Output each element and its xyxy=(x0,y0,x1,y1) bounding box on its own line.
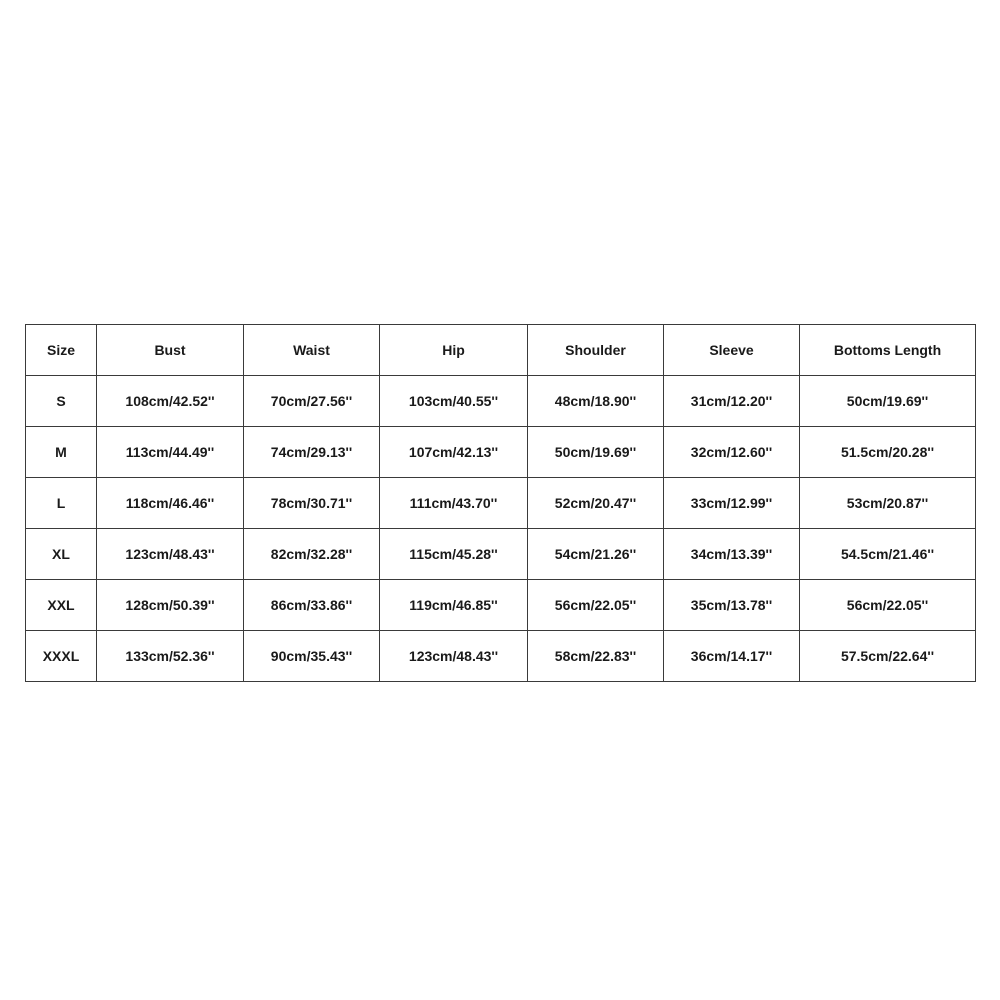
size-cell: M xyxy=(26,427,97,478)
header-cell-sleeve: Sleeve xyxy=(664,325,800,376)
size-cell: XXXL xyxy=(26,631,97,682)
sleeve-cell: 36cm/14.17'' xyxy=(664,631,800,682)
table-row xyxy=(26,529,976,580)
size-cell: XL xyxy=(26,529,97,580)
bottoms-length-cell: 51.5cm/20.28'' xyxy=(800,427,976,478)
shoulder-cell: 48cm/18.90'' xyxy=(528,376,664,427)
sleeve-cell: 32cm/12.60'' xyxy=(664,427,800,478)
hip-cell: 115cm/45.28'' xyxy=(380,529,528,580)
header-cell-shoulder: Shoulder xyxy=(528,325,664,376)
hip-cell: 103cm/40.55'' xyxy=(380,376,528,427)
table-row xyxy=(26,478,976,529)
table-row xyxy=(26,580,976,631)
bust-cell: 108cm/42.52'' xyxy=(97,376,244,427)
header-cell-bottoms-length: Bottoms Length xyxy=(800,325,976,376)
header-cell-waist: Waist xyxy=(244,325,380,376)
sleeve-cell: 35cm/13.78'' xyxy=(664,580,800,631)
bottoms-length-cell: 50cm/19.69'' xyxy=(800,376,976,427)
waist-cell: 82cm/32.28'' xyxy=(244,529,380,580)
header-row xyxy=(26,325,976,376)
shoulder-cell: 50cm/19.69'' xyxy=(528,427,664,478)
shoulder-cell: 58cm/22.83'' xyxy=(528,631,664,682)
size-cell: XXL xyxy=(26,580,97,631)
hip-cell: 123cm/48.43'' xyxy=(380,631,528,682)
bust-cell: 118cm/46.46'' xyxy=(97,478,244,529)
bust-cell: 133cm/52.36'' xyxy=(97,631,244,682)
table-row xyxy=(26,376,976,427)
sleeve-cell: 34cm/13.39'' xyxy=(664,529,800,580)
sleeve-cell: 31cm/12.20'' xyxy=(664,376,800,427)
bust-cell: 123cm/48.43'' xyxy=(97,529,244,580)
bottoms-length-cell: 53cm/20.87'' xyxy=(800,478,976,529)
header-cell-hip: Hip xyxy=(380,325,528,376)
hip-cell: 111cm/43.70'' xyxy=(380,478,528,529)
size-chart-table xyxy=(25,324,976,682)
bust-cell: 128cm/50.39'' xyxy=(97,580,244,631)
waist-cell: 78cm/30.71'' xyxy=(244,478,380,529)
size-cell: S xyxy=(26,376,97,427)
size-cell: L xyxy=(26,478,97,529)
shoulder-cell: 52cm/20.47'' xyxy=(528,478,664,529)
hip-cell: 107cm/42.13'' xyxy=(380,427,528,478)
bust-cell: 113cm/44.49'' xyxy=(97,427,244,478)
sleeve-cell: 33cm/12.99'' xyxy=(664,478,800,529)
waist-cell: 86cm/33.86'' xyxy=(244,580,380,631)
waist-cell: 70cm/27.56'' xyxy=(244,376,380,427)
shoulder-cell: 54cm/21.26'' xyxy=(528,529,664,580)
shoulder-cell: 56cm/22.05'' xyxy=(528,580,664,631)
header-cell-size: Size xyxy=(26,325,97,376)
waist-cell: 90cm/35.43'' xyxy=(244,631,380,682)
table-row xyxy=(26,427,976,478)
bottoms-length-cell: 56cm/22.05'' xyxy=(800,580,976,631)
bottoms-length-cell: 57.5cm/22.64'' xyxy=(800,631,976,682)
hip-cell: 119cm/46.85'' xyxy=(380,580,528,631)
waist-cell: 74cm/29.13'' xyxy=(244,427,380,478)
bottoms-length-cell: 54.5cm/21.46'' xyxy=(800,529,976,580)
header-cell-bust: Bust xyxy=(97,325,244,376)
table-row xyxy=(26,631,976,682)
